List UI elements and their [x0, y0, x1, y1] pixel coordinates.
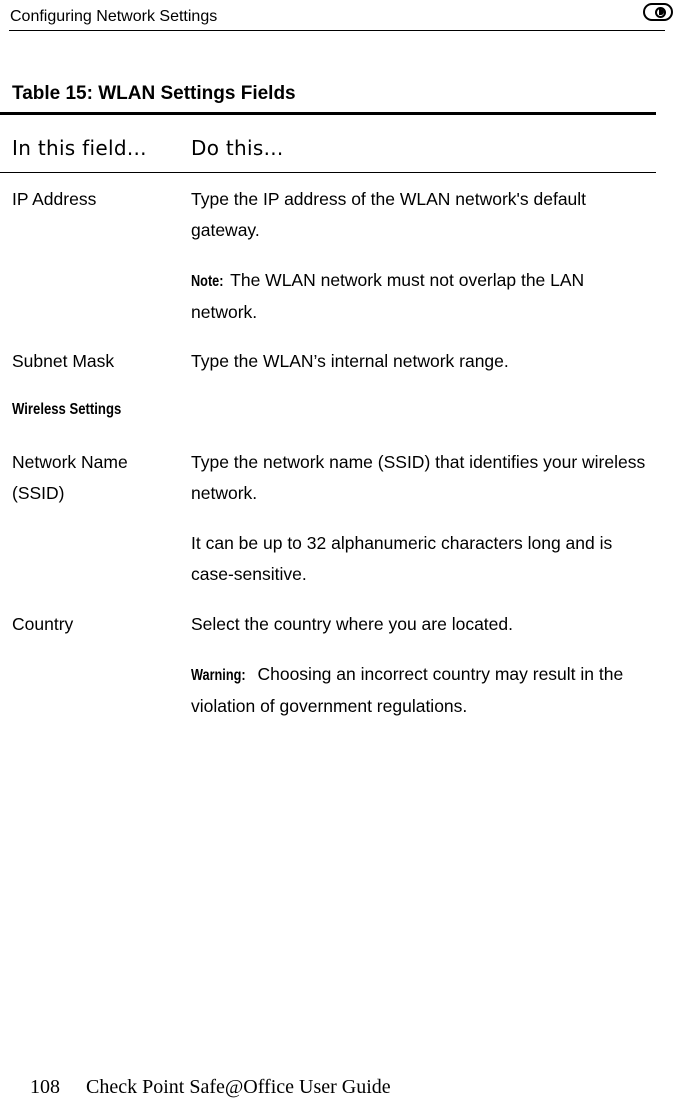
table-top-rule [0, 112, 656, 115]
field-name-subnet-mask: Subnet Mask [12, 351, 115, 371]
note-label: Note: [191, 273, 224, 290]
field-description-ip-address: Type the IP address of the WLAN network's default gateway. [191, 189, 587, 240]
table-caption: Table 15: WLAN Settings Fields [12, 83, 296, 104]
toggle-eye-icon [643, 3, 673, 21]
column-header-field: In this field... [12, 136, 147, 160]
field-name-country: Country [12, 614, 74, 634]
warning-text: Choosing an incorrect country may result in the violation of government regulations. [191, 664, 624, 716]
header-rule [9, 30, 665, 31]
note-text: The WLAN network must not overlap the LAN network. [191, 270, 585, 322]
book-title: Check Point Safe@Office User Guide [86, 1076, 391, 1098]
field-name-network-name: Network Name (SSID) [12, 452, 128, 503]
page-footer [30, 1076, 391, 1099]
table-header-rule [0, 172, 656, 173]
field-description-subnet-mask: Type the WLAN’s internal network range. [191, 351, 509, 371]
column-header-action: Do this... [191, 136, 284, 160]
field-name-ip-address: IP Address [12, 189, 97, 209]
warning-country [191, 659, 651, 722]
section-heading-wireless-settings: Wireless Settings [12, 401, 122, 418]
note-ip-address [191, 265, 651, 328]
page-number: 108 [30, 1076, 60, 1098]
field-description-network-name: Type the network name (SSID) that identifies your wireless network. [191, 452, 646, 503]
running-header-title: Configuring Network Settings [10, 8, 218, 25]
field-extra-network-name: It can be up to 32 alphanumeric characters long and is case-sensitive. [191, 533, 613, 584]
warning-label: Warning: [191, 667, 246, 684]
field-description-country: Select the country where you are located. [191, 614, 513, 634]
